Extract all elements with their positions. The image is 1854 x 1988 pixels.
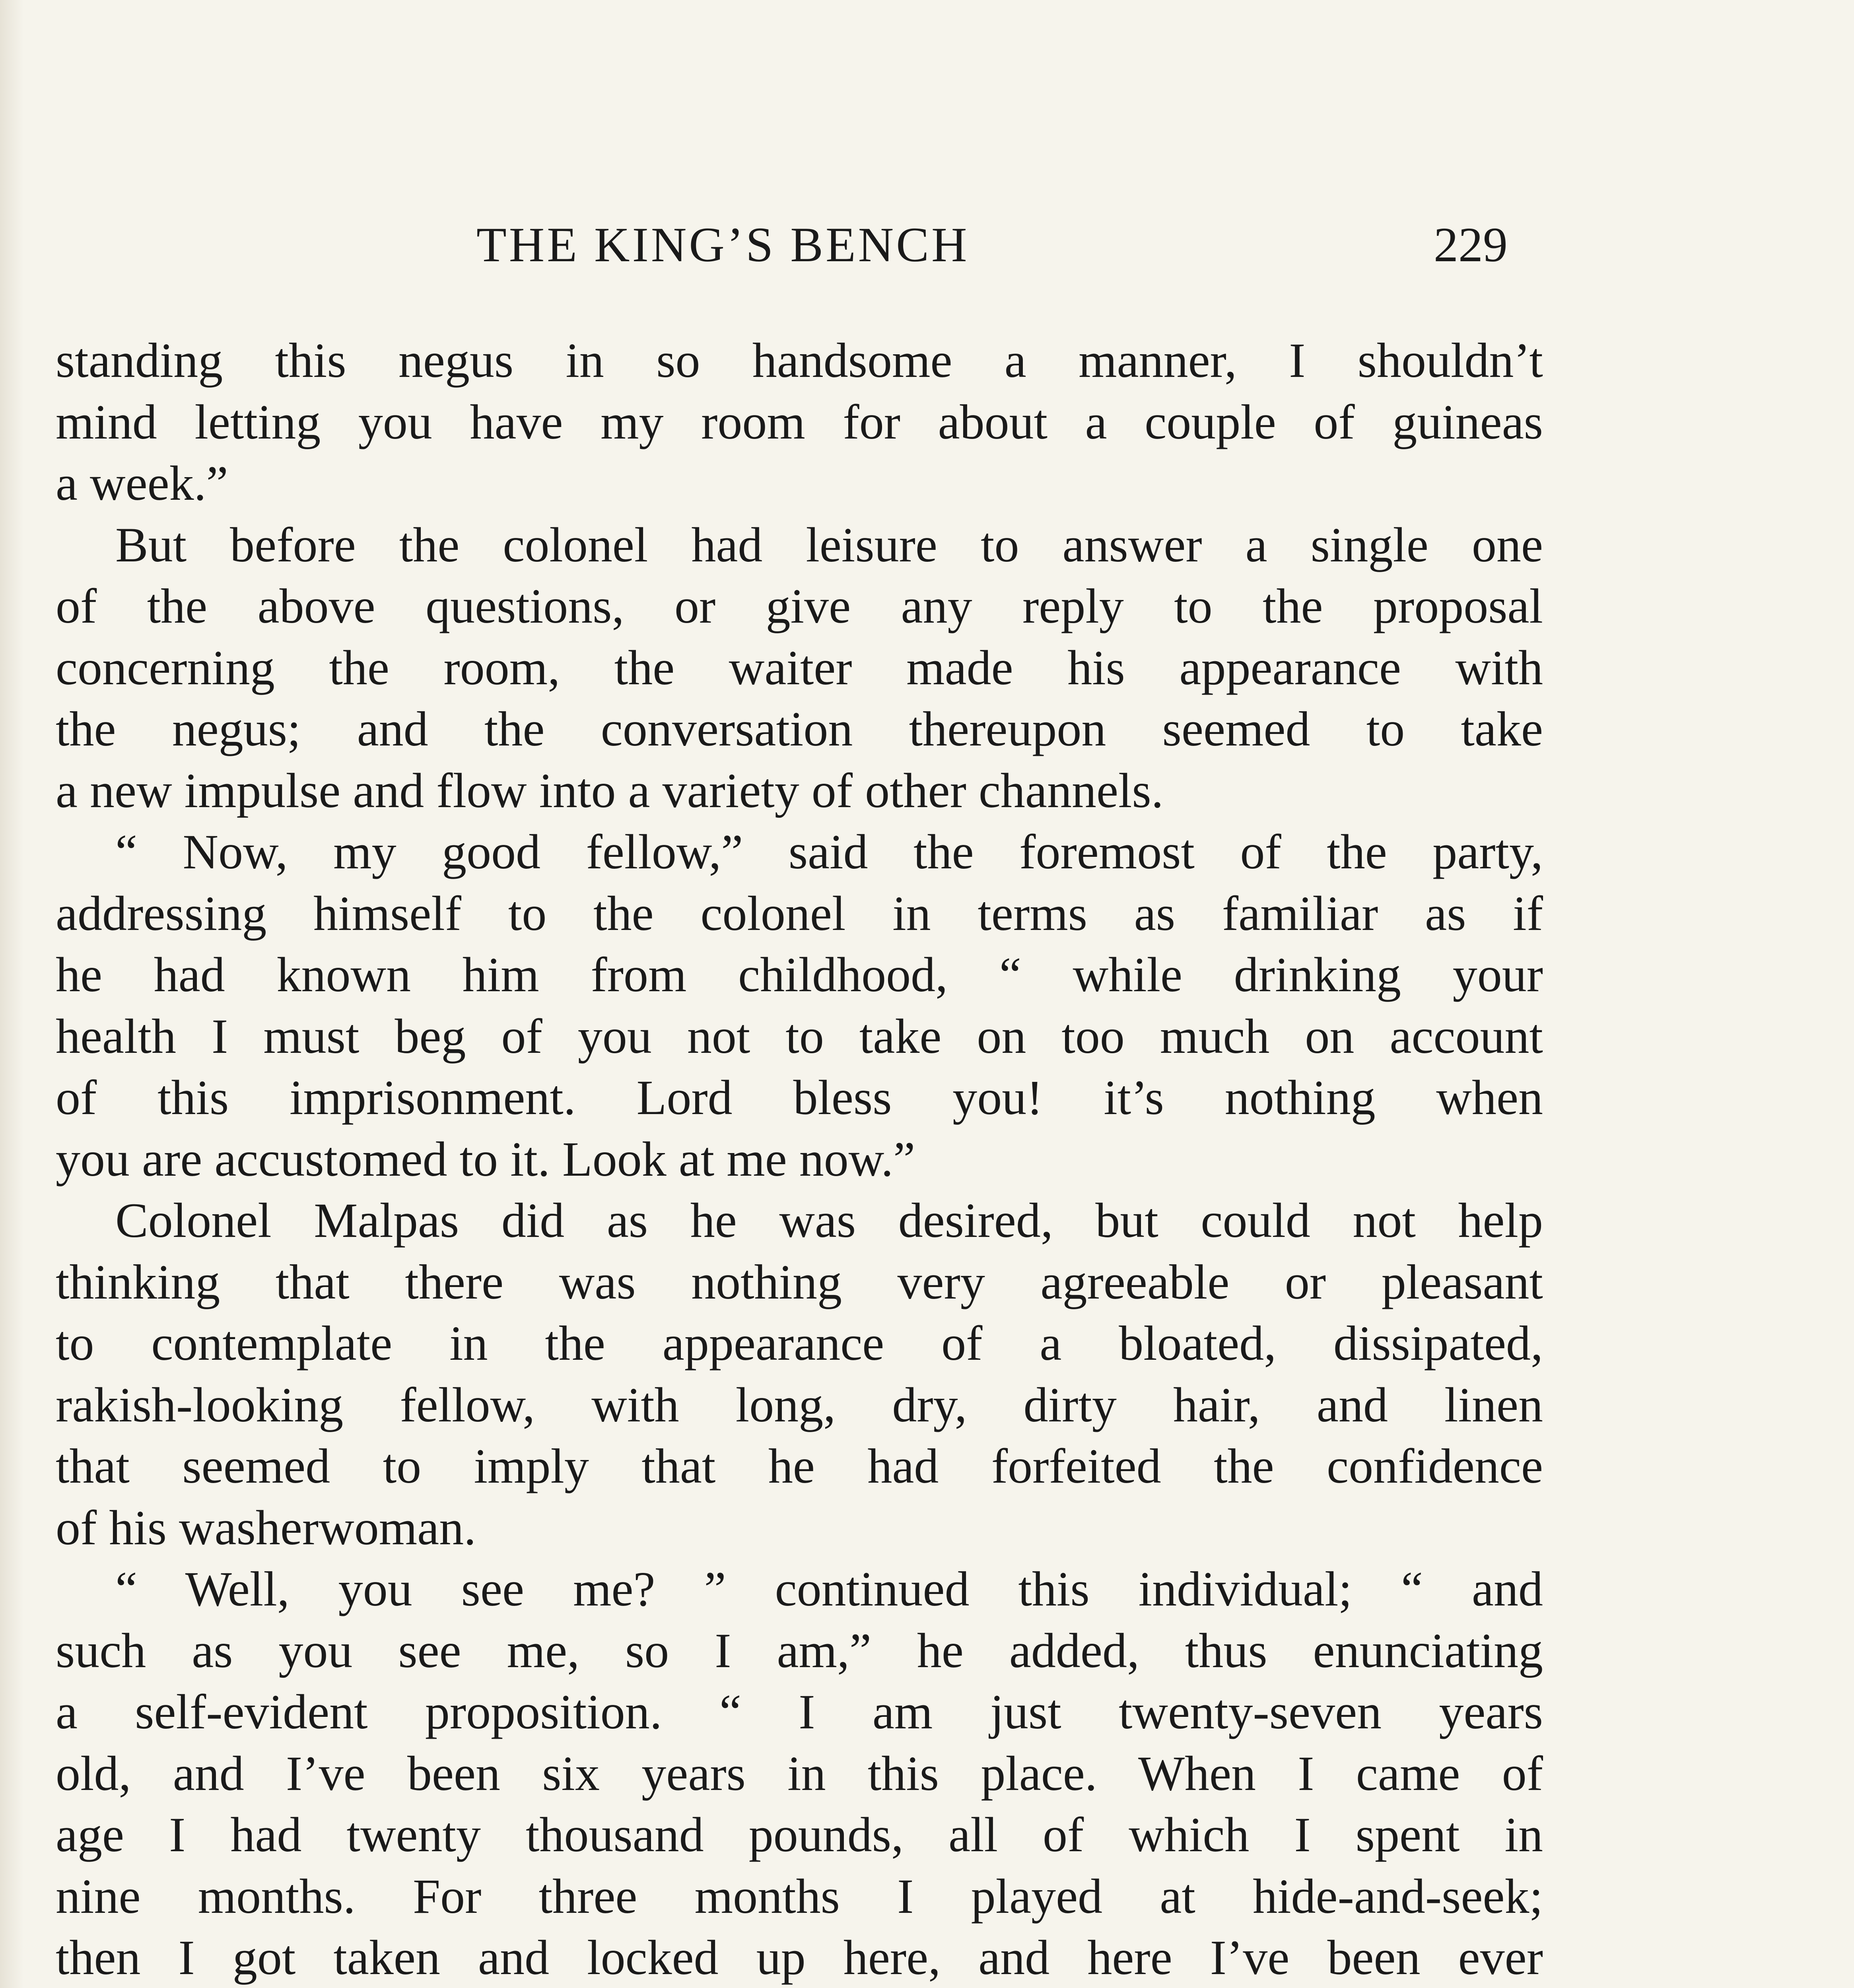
text-line: rakish-looking fellow, with long, dry, dirty hair, and linen bbox=[56, 1377, 1543, 1432]
text-line: of this imprisonment. Lord bless you! it’s nothing when bbox=[56, 1070, 1543, 1125]
text-line: the negus; and the conversation thereupon seemed to take bbox=[56, 702, 1543, 756]
running-head bbox=[0, 217, 1854, 296]
text-line: to contemplate in the appearance of a bloated, dissipated, bbox=[56, 1316, 1543, 1371]
gutter-shadow bbox=[0, 0, 24, 1988]
page-number: 229 bbox=[1434, 217, 1508, 272]
text-line: a self-evident proposition. “ I am just twenty-seven years bbox=[56, 1685, 1543, 1739]
text-line: standing this negus in so handsome a manner, I shouldn’t bbox=[56, 333, 1543, 388]
text-line: Colonel Malpas did as he was desired, but could not help bbox=[115, 1193, 1543, 1248]
text-line: a week.” bbox=[56, 456, 228, 511]
text-line: of his washerwoman. bbox=[56, 1500, 476, 1555]
text-line: a new impulse and flow into a variety of other channels. bbox=[56, 763, 1164, 818]
text-line: that seemed to imply that he had forfeited the confidence bbox=[56, 1439, 1543, 1493]
text-line: “ Well, you see me? ” continued this individual; “ and bbox=[115, 1562, 1543, 1616]
text-line: you are accustomed to it. Look at me now.” bbox=[56, 1132, 915, 1186]
text-line: he had known him from childhood, “ while drinking your bbox=[56, 947, 1543, 1002]
text-line: mind letting you have my room for about a couple of guineas bbox=[56, 394, 1543, 449]
text-line: then I got taken and locked up here, and here I’ve been ever bbox=[56, 1930, 1543, 1985]
text-line: health I must beg of you not to take on too much on account bbox=[56, 1009, 1543, 1064]
text-line: old, and I’ve been six years in this place. When I came of bbox=[56, 1746, 1543, 1801]
text-line: But before the colonel had leisure to answer a single one bbox=[115, 517, 1543, 572]
text-line: concerning the room, the waiter made his appearance with bbox=[56, 640, 1543, 695]
text-line: “ Now, my good fellow,” said the foremost of the party, bbox=[115, 825, 1543, 879]
text-line: nine months. For three months I played at hide-and-seek; bbox=[56, 1869, 1543, 1924]
text-line: addressing himself to the colonel in terms as familiar as if bbox=[56, 886, 1543, 941]
body-text bbox=[56, 330, 1543, 1988]
text-line: age I had twenty thousand pounds, all of which I spent in bbox=[56, 1807, 1543, 1862]
text-line: of the above questions, or give any reply to the proposal bbox=[56, 579, 1543, 633]
text-line: thinking that there was nothing very agreeable or pleasant bbox=[56, 1254, 1543, 1309]
text-line: such as you see me, so I am,” he added, thus enunciating bbox=[56, 1623, 1543, 1678]
running-title: THE KING’S BENCH bbox=[476, 217, 970, 272]
